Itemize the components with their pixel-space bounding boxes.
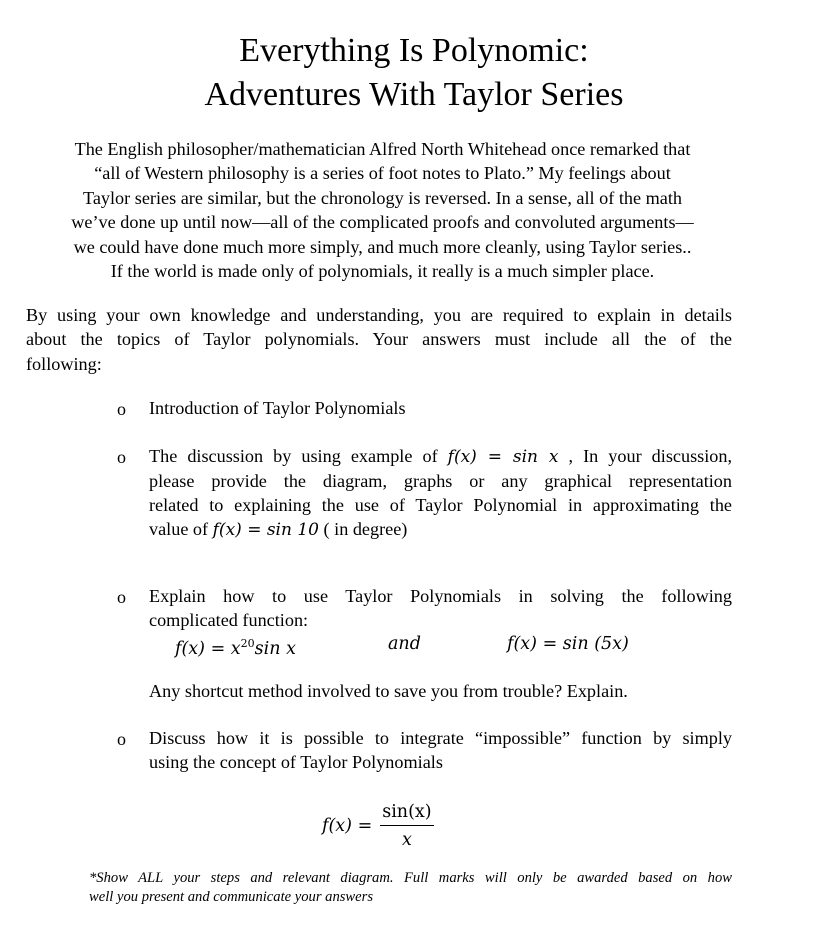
- equation-lhs: f(x) =: [322, 816, 373, 836]
- intro-quote-paragraph: [20, 137, 745, 283]
- fraction: [380, 802, 433, 850]
- bullet-marker: o: [117, 729, 126, 749]
- equation-lhs: f(x) = x: [175, 639, 241, 659]
- bullet-marker: o: [117, 447, 126, 467]
- task-item-line: Discuss how it is possible to integrate “impossible” function by simply: [149, 728, 732, 748]
- task-item-line: Explain how to use Taylor Polynomials in solving the following: [149, 586, 732, 606]
- equation-sin-5x: f(x) = sin (5x): [507, 634, 629, 654]
- instructions-line: By using your own knowledge and understanding, you are required to explain in details: [26, 305, 732, 325]
- task-item-line: [149, 444, 732, 469]
- task-item-complicated-function: [149, 584, 732, 632]
- task-item-text: Introduction of Taylor Polynomials: [149, 398, 406, 418]
- equation-rhs: sin x: [254, 639, 296, 659]
- equation-exponent: 20: [240, 637, 255, 650]
- document-title-line-2: Adventures With Taylor Series: [204, 76, 624, 113]
- footnote-line: *Show ALL your steps and relevant diagram. Full marks will only be awarded based on how: [89, 870, 732, 886]
- instructions-line: about the topics of Taylor polynomials. Your answers must include all the of the: [26, 329, 732, 350]
- task-text: ( in degree): [318, 519, 408, 539]
- task-text: , In your discussion,: [558, 446, 733, 466]
- task-item-sine-example: [149, 444, 732, 542]
- instructions-paragraph: [26, 303, 732, 376]
- footnote-line: well you present and communicate your answers: [89, 889, 373, 905]
- equation-x20-sinx: [175, 632, 296, 661]
- quote-line: If the world is made only of polynomials, it really is a much simpler place.: [110, 261, 655, 282]
- fraction-denominator: x: [401, 830, 412, 850]
- task-item-line: [149, 517, 732, 542]
- task-item-introduction: [149, 396, 732, 420]
- quote-line: “all of Western philosophy is a series of foot notes to Plato.” My feelings about: [94, 163, 671, 184]
- quote-line: we could have done much more simply, and much more cleanly, using Taylor series..: [73, 236, 692, 257]
- math-expression: f(x) = sin 10: [212, 520, 319, 540]
- equation-sinx-over-x: [322, 796, 434, 856]
- quote-line: Taylor series are similar, but the chronology is reversed. In a sense, all of the math: [82, 187, 682, 208]
- task-item-line: complicated function:: [149, 610, 309, 630]
- fraction-numerator: sin(x): [380, 802, 433, 826]
- task-item-line: related to explaining the use of Taylor Polynomial in approximating the: [149, 495, 732, 515]
- task-item-integration: [149, 726, 732, 774]
- task-item-line: please provide the diagram, graphs or any graphical representation: [149, 471, 732, 491]
- footnote-instructions: [89, 869, 732, 907]
- quote-line: we’ve done up until now—all of the complicated proofs and convoluted arguments—: [71, 212, 694, 233]
- instructions-line: following:: [26, 353, 102, 374]
- quote-line: The English philosopher/mathematician Alfred North Whitehead once remarked that: [74, 139, 691, 159]
- document-title-line-1: Everything Is Polynomic:: [239, 32, 589, 69]
- task-text: value of: [149, 519, 213, 539]
- bullet-marker: o: [117, 587, 126, 607]
- task-text: The discussion by using example of: [149, 446, 448, 466]
- bullet-marker: o: [117, 399, 126, 419]
- task-item-line: using the concept of Taylor Polynomials: [149, 752, 443, 772]
- task-item-line: Any shortcut method involved to save you from trouble? Explain.: [149, 681, 628, 701]
- equation-and-word: and: [388, 634, 421, 654]
- math-expression: f(x) = sin x: [447, 447, 559, 467]
- task-item-followup: [149, 679, 732, 703]
